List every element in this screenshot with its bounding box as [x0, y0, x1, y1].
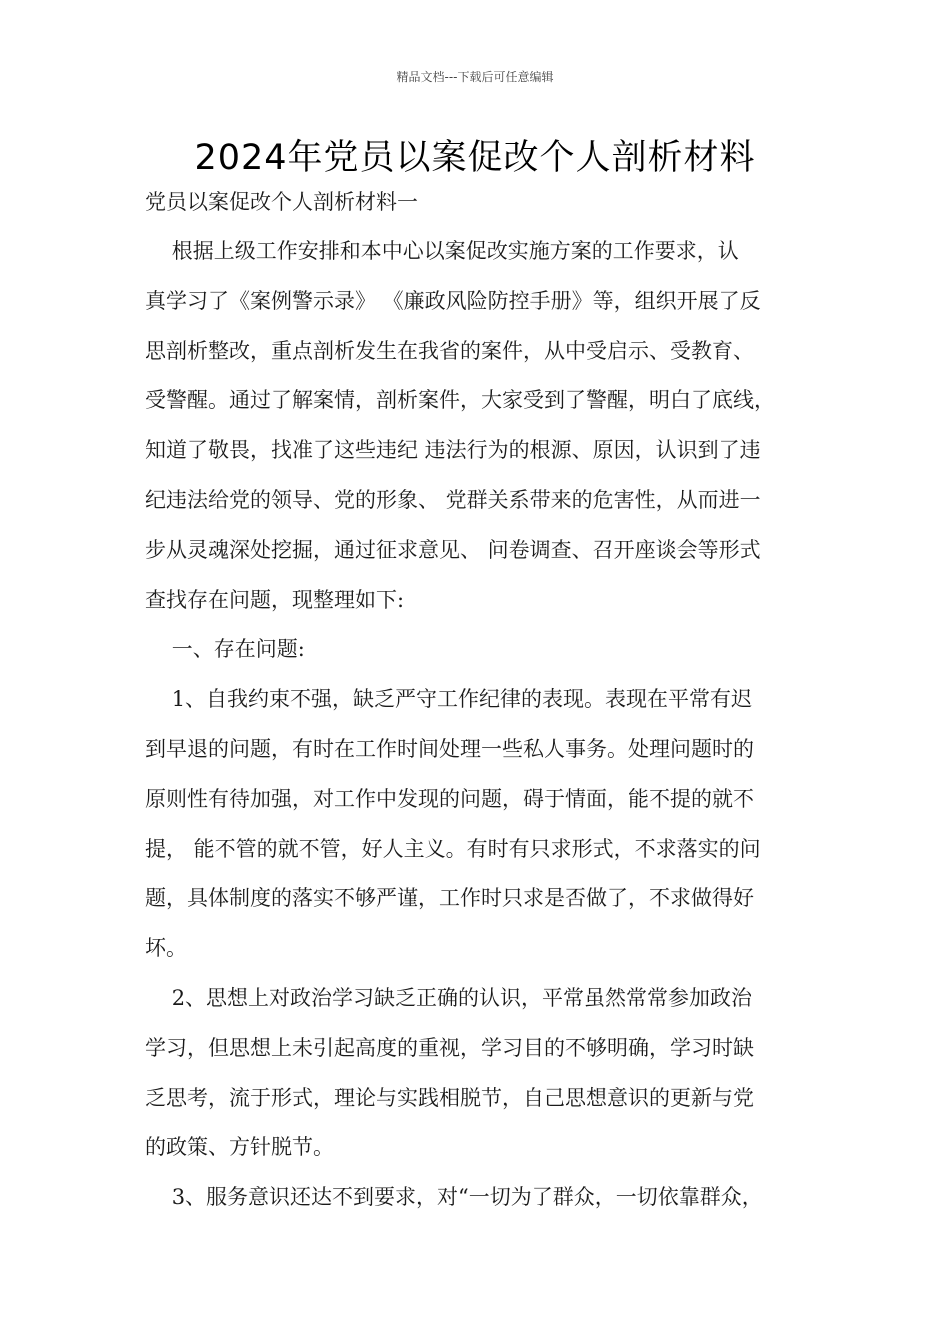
body-line: 提， 能不管的就不管，好人主义。有时有只求形式，不求落实的问: [145, 836, 761, 861]
body-line: 原则性有待加强，对工作中发现的问题，碍于情面，能不提的就不: [145, 786, 754, 811]
body-line: 的政策、方针脱节。: [145, 1135, 334, 1160]
body-line: 1、自我约束不强，缺乏严守工作纪律的表现。表现在平常有迟: [145, 687, 753, 712]
body-line: 乏思考，流于形式，理论与实践相脱节，自己思想意识的更新与党: [145, 1085, 754, 1110]
body-line: 查找存在问题，现整理如下:: [145, 587, 405, 612]
body-line: 纪违法给党的领导、党的形象、 党群关系带来的危害性，从而进一: [145, 487, 761, 512]
page-header: 精品文档---下载后可任意编辑: [396, 70, 554, 84]
document-body: [145, 235, 825, 1231]
document-subtitle: 党员以案促改个人剖析材料一: [145, 190, 418, 214]
body-line: 真学习了《案例警示录》 《廉政风险防控手册》等，组织开展了反: [145, 288, 761, 313]
body-line: 根据上级工作安排和本中心以案促改实施方案的工作要求，认: [145, 239, 739, 263]
body-line: 步从灵魂深处挖掘，通过征求意见、 问卷调查、召开座谈会等形式: [145, 537, 761, 562]
body-line: 一、存在问题:: [145, 637, 305, 662]
body-line: 2、思想上对政治学习缺乏正确的认识，平常虽然常常参加政治: [145, 985, 753, 1010]
body-line: 3、服务意识还达不到要求，对“一切为了群众，一切依靠群众，: [145, 1185, 763, 1210]
body-line: 知道了敬畏，找准了这些违纪 违法行为的根源、原因，认识到了违: [145, 438, 761, 463]
body-line: 学习，但思想上未引起高度的重视，学习目的不够明确，学习时缺: [145, 1035, 754, 1060]
body-line: 坏。: [145, 936, 187, 961]
body-line: 思剖析整改，重点剖析发生在我省的案件，从中受启示、受教育、: [145, 338, 754, 363]
body-line: 到早退的问题，有时在工作时间处理一些私人事务。处理问题时的: [145, 736, 754, 761]
body-line: 题，具体制度的落实不够严谨，工作时只求是否做了，不求做得好: [145, 886, 754, 911]
body-line: 受警醒。通过了解案情，剖析案件，大家受到了警醒，明白了底线，: [145, 388, 775, 413]
document-title: 2024年党员以案促改个人剖析材料: [194, 138, 756, 178]
